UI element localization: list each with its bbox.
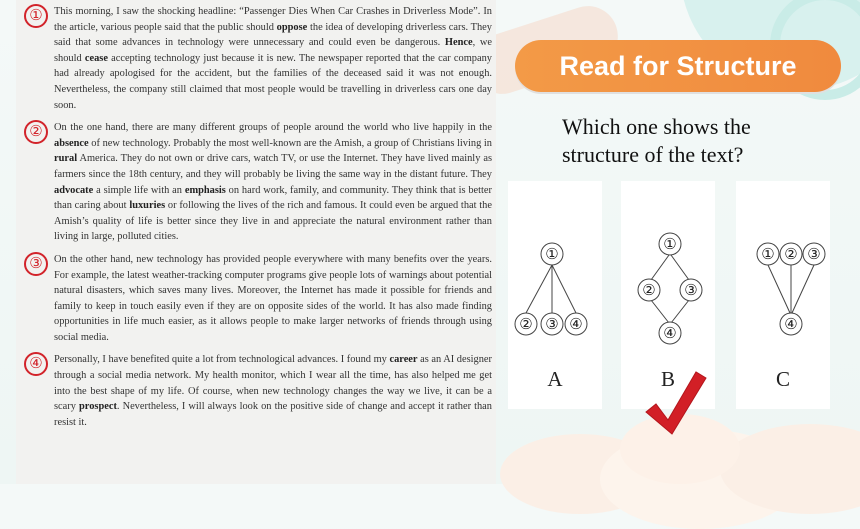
keyword: emphasis [184, 184, 226, 196]
paragraph-text [54, 352, 492, 430]
check-mark-icon [642, 368, 708, 440]
paragraph-3 [20, 252, 492, 346]
paragraph-number: ② [24, 120, 48, 144]
text-run: Personally, I have benefited quite a lot from technological advances. I found my [54, 354, 390, 366]
keyword: absence [54, 137, 89, 149]
text-run: , we should [54, 37, 492, 64]
node-label: ④ [784, 315, 798, 333]
text-run: as an AI designer through a social media network. My health monitor, which I wear all the time, has also helped me get into the best shape of my life. Of course, when new technology changes the way we live, it can be a scary [54, 354, 492, 413]
paragraph-number: ① [24, 4, 48, 28]
text-run: On the one hand, there are many different groups of people around the world who live happily in the [54, 122, 492, 134]
section-title: Read for Structure [515, 40, 841, 92]
paragraph-text [54, 4, 492, 113]
node-label: ① [663, 235, 677, 253]
node-label: ③ [807, 245, 821, 263]
text-run: the idea of developing driverless cars. They said that some advances in technology were unnecessary and could even be dangerous. [54, 21, 492, 49]
keyword: career [389, 354, 418, 366]
paragraph-2 [20, 120, 492, 245]
text-run: or following the lives of the rich and famous. It could even be argued that the Amish’s quality of life is better since they live in and appreciate the natural environment rather than living in large, polluted cities. [54, 200, 492, 243]
text-run: of new technology. Probably the most well-known are the Amish, a group of Christians living in [88, 137, 492, 149]
node-label: ④ [663, 324, 677, 342]
node-label: ② [784, 245, 798, 263]
article-text-panel [16, 0, 496, 484]
question-text: Which one shows the structure of the text? [562, 114, 751, 167]
node-label: ② [642, 281, 656, 299]
paragraph-text [54, 252, 492, 346]
keyword: rural [54, 153, 78, 165]
paragraph-4 [20, 352, 492, 430]
paragraph-number: ③ [24, 252, 48, 276]
option-a-card[interactable] [508, 181, 602, 409]
text-run: On the other hand, new technology has provided people everywhere with many benefits over the years. For example, the latest weather-tracking computer programs give people lots of warnings about potential natural disasters, which saves many lives. Moreover, the Internet has made it possible for friends and family to keep in touch easily even if they are on opposite sides of the world. It has also made finding opportunities in life much easier, as it allows people to make larger networks of friends through using social media. [54, 253, 492, 343]
keyword: prospect [79, 401, 117, 413]
text-run: accepting technology just because it is new. The newspaper reported that the car company had already apologised for the accident, but the families of the deceased said it was not enough. Nevertheless, the company still claimed that most people would be travelling in driverless cars one day soon. [54, 52, 493, 111]
paragraph-1 [20, 4, 492, 113]
keyword: cease [84, 52, 108, 64]
text-run: . Nevertheless, I will always look on the positive side of change and accept it rather than resist it. [54, 401, 492, 428]
node-label: ③ [684, 281, 698, 299]
option-label: C [775, 367, 790, 391]
node-label: ③ [545, 315, 559, 333]
keyword: luxuries [129, 200, 166, 212]
option-label: B [660, 367, 675, 391]
option-c-card[interactable] [736, 181, 830, 409]
paragraph-number: ④ [24, 352, 48, 376]
node-label: ④ [569, 315, 583, 333]
text-run: on hard work, family, and community. They think that is better than caring about [54, 184, 493, 212]
text-run: America. They do not own or drive cars, watch TV, or use the Internet. They have lived mainly as farmers since the 18th century, and they will probably be living the same way in the distant future. They [54, 153, 492, 180]
node-label: ① [761, 245, 775, 263]
keyword: Hence [444, 37, 473, 49]
paragraph-text [54, 120, 492, 245]
keyword: oppose [276, 21, 308, 33]
option-label: A [547, 367, 563, 391]
node-label: ① [545, 245, 559, 263]
text-run: This morning, I saw the shocking headline: “Passenger Dies When Car Crashes in Driverless Mode”. In the article, various people said that the public should [54, 6, 492, 33]
keyword: advocate [54, 184, 94, 196]
node-label: ② [519, 315, 533, 333]
text-run: a simple life with an [93, 184, 185, 196]
